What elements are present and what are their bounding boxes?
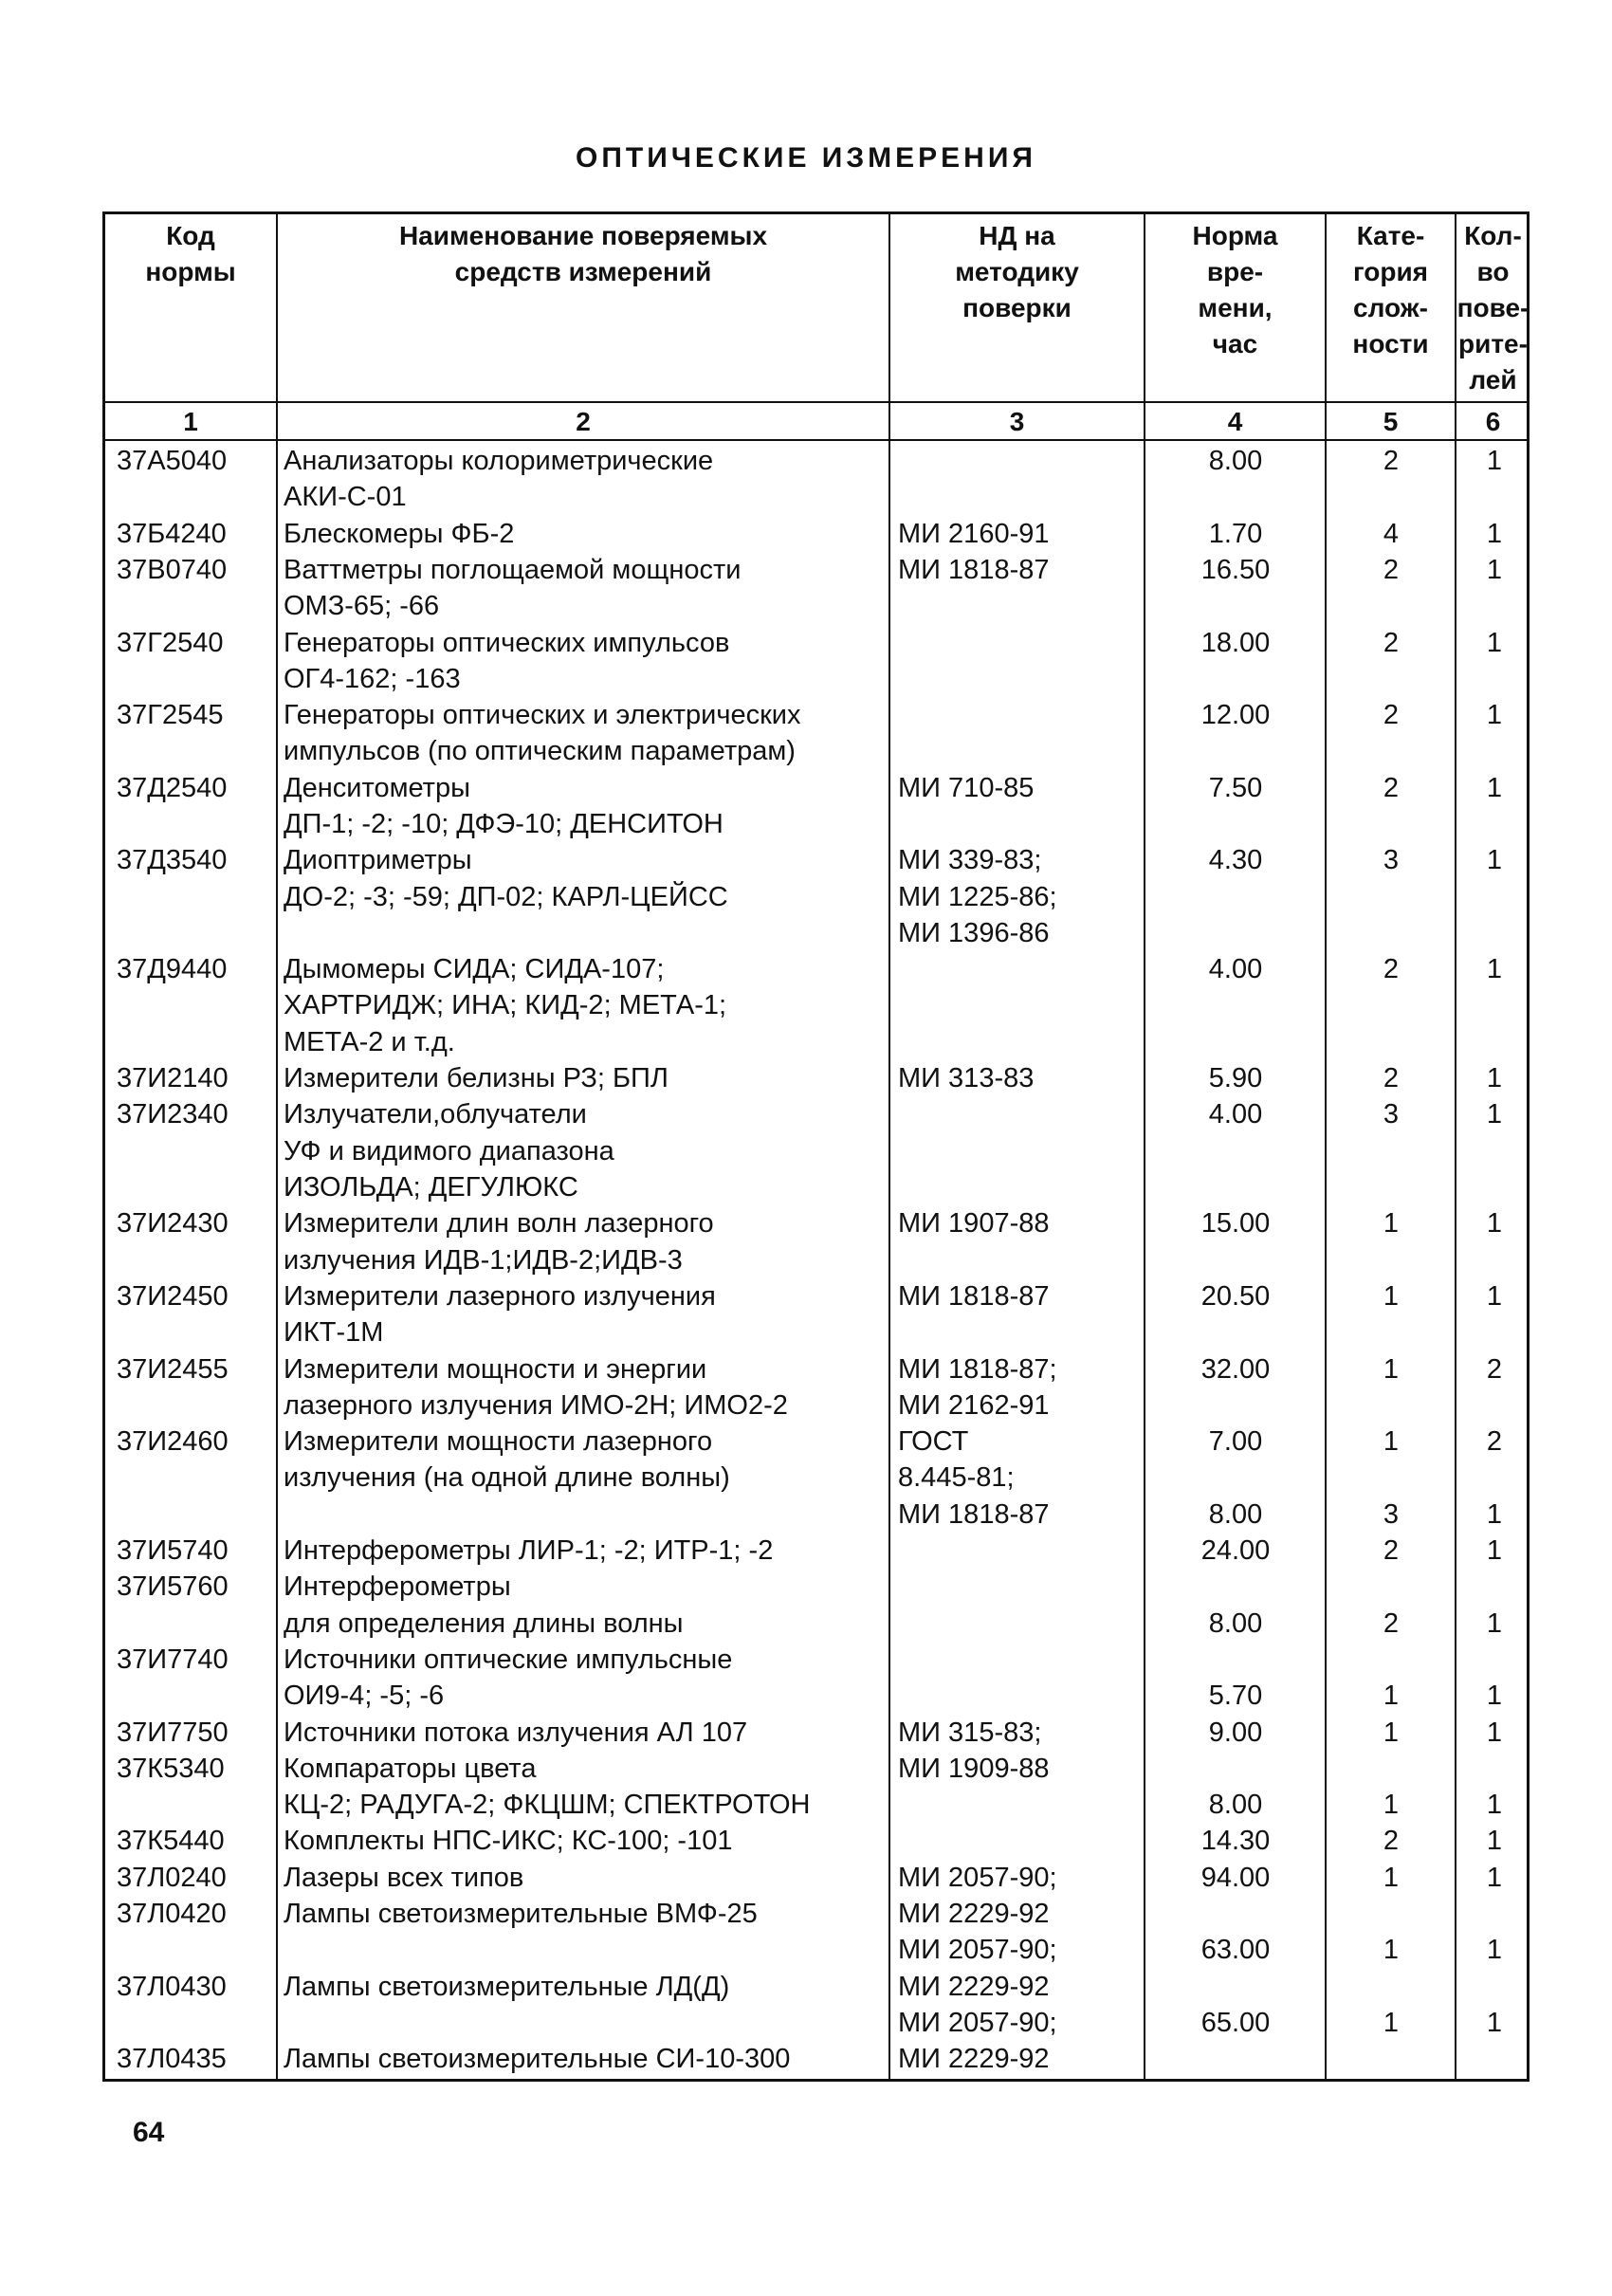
- row-complexity: 1: [1383, 1353, 1400, 1385]
- row-instrument-name: Дымомеры СИДА; СИДА-107; ХАРТРИДЖ; ИНА; КИД-2; МЕТА-1; МЕТА-2 и т.д.: [284, 954, 727, 1057]
- row-complexity: 2: [1383, 954, 1400, 985]
- row-method-doc: МИ 1907-88: [898, 1208, 1050, 1240]
- header-method-doc: НД на методику поверки: [955, 221, 1079, 322]
- row-code: 37А5040: [117, 446, 228, 476]
- row-method-doc: МИ 2229-92 МИ 2057-90;: [898, 1899, 1057, 1966]
- column-number: 3: [1009, 407, 1025, 436]
- row-instrument-name: Измерители мощности и энергии лазерного излучения ИМО-2Н; ИМО2-2: [284, 1353, 788, 1421]
- row-complexity: 3: [1383, 1099, 1400, 1130]
- row-instrument-name: Генераторы оптических и электрических импульсов (по оптическим параметрам): [284, 700, 801, 767]
- column-number: 6: [1485, 407, 1501, 436]
- row-code: 37И2430: [117, 1208, 229, 1240]
- row-verifier-count: 1: [1486, 518, 1503, 549]
- row-instrument-name: Интерферометры ЛИР-1; -2; ИТР-1; -2: [284, 1535, 774, 1566]
- row-time-norm: 4.30: [1208, 845, 1263, 876]
- column-divider: [888, 214, 890, 2079]
- row-time-norm: 5.70: [1208, 1681, 1263, 1712]
- row-verifier-count: 2 1: [1486, 1426, 1503, 1530]
- row-code: 37Л0430: [117, 1971, 227, 2002]
- row-verifier-count: 1: [1486, 1063, 1503, 1094]
- row-verifier-count: 1: [1486, 1826, 1503, 1857]
- row-verifier-count: 1: [1486, 1717, 1503, 1748]
- row-time-norm: 9.00: [1208, 1717, 1263, 1748]
- row-instrument-name: Источники оптические импульсные ОИ9-4; -5; -6: [284, 1644, 733, 1712]
- row-verifier-count: 1: [1486, 845, 1503, 876]
- row-instrument-name: Излучатели,облучатели УФ и видимого диапазона ИЗОЛЬДА; ДЕГУЛЮКС: [284, 1099, 614, 1203]
- row-verifier-count: 1: [1486, 1862, 1503, 1893]
- row-code: 37И7740: [117, 1644, 229, 1675]
- page-number: 64: [133, 2117, 165, 2148]
- row-code: 37И2450: [117, 1280, 229, 1312]
- column-divider: [1455, 214, 1456, 2079]
- row-time-norm: 24.00: [1200, 1535, 1271, 1566]
- row-time-norm: 15.00: [1200, 1208, 1271, 1240]
- row-code: 37Л0420: [117, 1899, 227, 1929]
- row-complexity: 3: [1383, 845, 1400, 876]
- row-complexity: 4: [1383, 518, 1400, 549]
- row-complexity: 2: [1383, 772, 1400, 803]
- row-complexity: 2: [1383, 700, 1400, 731]
- row-time-norm: 16.50: [1200, 554, 1271, 585]
- row-verifier-count: 1: [1486, 1681, 1503, 1712]
- row-complexity: 1: [1383, 1280, 1400, 1312]
- row-code: 37Л0435: [117, 2044, 227, 2075]
- row-method-doc: МИ 2160-91: [898, 518, 1050, 549]
- row-code: 37И2340: [117, 1099, 229, 1130]
- row-complexity: 2: [1383, 1063, 1400, 1094]
- row-verifier-count: 1: [1486, 1535, 1503, 1566]
- row-verifier-count: 1: [1486, 627, 1503, 658]
- row-complexity: 1: [1383, 1862, 1400, 1893]
- row-code: 37И5740: [117, 1535, 229, 1566]
- header-time-norm: Норма вре- мени, час: [1192, 221, 1278, 358]
- row-verifier-count: 1: [1486, 700, 1503, 731]
- header-name: Наименование поверяемых средств измерений: [398, 221, 768, 286]
- header-verifier-count: Кол- во пове- рите- лей: [1456, 221, 1530, 395]
- row-instrument-name: Лампы светоизмерительные ЛД(Д): [284, 1971, 730, 2002]
- row-method-doc: МИ 1818-87: [898, 1280, 1050, 1312]
- column-number: 4: [1227, 407, 1243, 436]
- header-code: Код нормы: [145, 221, 236, 286]
- row-instrument-name: Измерители белизны РЗ; БПЛ: [284, 1063, 669, 1094]
- row-complexity: 1: [1383, 1790, 1400, 1821]
- row-verifier-count: 1: [1486, 954, 1503, 985]
- row-time-norm: 18.00: [1200, 627, 1271, 658]
- row-method-doc: МИ 2229-92 МИ 2057-90;: [898, 1971, 1057, 2038]
- row-method-doc: МИ 315-83;: [898, 1717, 1042, 1748]
- row-method-doc: МИ 1818-87: [898, 554, 1050, 585]
- row-code: 37Г2540: [117, 627, 224, 658]
- row-time-norm: 4.00: [1208, 954, 1263, 985]
- row-code: 37Д2540: [117, 772, 228, 803]
- row-instrument-name: Лампы светоизмерительные СИ-10-300: [284, 2044, 791, 2075]
- row-verifier-count: 1: [1486, 554, 1503, 585]
- row-verifier-count: 1: [1486, 1790, 1503, 1821]
- row-verifier-count: 1: [1486, 2007, 1503, 2038]
- row-complexity: 1: [1383, 1935, 1400, 1966]
- row-time-norm: 63.00: [1200, 1935, 1271, 1966]
- row-method-doc: МИ 1909-88: [898, 1753, 1050, 1784]
- row-time-norm: 8.00: [1208, 1607, 1263, 1639]
- row-method-doc: МИ 710-85: [898, 772, 1035, 803]
- row-verifier-count: 1: [1486, 772, 1503, 803]
- row-code: 37К5440: [117, 1826, 225, 1857]
- row-code: 37Д9440: [117, 954, 228, 985]
- row-instrument-name: Ваттметры поглощаемой мощности ОМЗ-65; -66: [284, 554, 742, 622]
- row-time-norm: 8.00: [1208, 446, 1263, 476]
- column-divider: [276, 214, 278, 2079]
- row-time-norm: 12.00: [1200, 700, 1271, 731]
- row-verifier-count: 1: [1486, 1099, 1503, 1130]
- row-method-doc: МИ 313-83: [898, 1063, 1035, 1094]
- page-title: ОПТИЧЕСКИЕ ИЗМЕРЕНИЯ: [576, 142, 1036, 174]
- row-time-norm: 65.00: [1200, 2007, 1271, 2038]
- row-time-norm: 4.00: [1208, 1099, 1263, 1130]
- row-verifier-count: 1: [1486, 446, 1503, 476]
- column-divider: [1325, 214, 1327, 2079]
- row-method-doc: МИ 1818-87; МИ 2162-91: [898, 1353, 1057, 1421]
- row-complexity: 2: [1383, 627, 1400, 658]
- row-instrument-name: Измерители мощности лазерного излучения (на одной длине волны): [284, 1426, 730, 1494]
- row-complexity: 1: [1383, 2007, 1400, 2038]
- row-instrument-name: Анализаторы колориметрические АКИ-С-01: [284, 446, 714, 513]
- row-verifier-count: 1: [1486, 1208, 1503, 1240]
- row-code: 37Д3540: [117, 845, 228, 876]
- row-time-norm: 32.00: [1200, 1353, 1271, 1385]
- row-method-doc: ГОСТ 8.445-81; МИ 1818-87: [898, 1426, 1050, 1530]
- row-method-doc: МИ 2229-92: [898, 2044, 1050, 2075]
- norms-table: [102, 211, 1530, 2082]
- row-instrument-name: Измерители длин волн лазерного излучения ИДВ-1;ИДВ-2;ИДВ-3: [284, 1208, 714, 1276]
- row-code: 37И2460: [117, 1426, 229, 1458]
- row-code: 37Г2545: [117, 700, 224, 731]
- row-verifier-count: 1: [1486, 1280, 1503, 1312]
- row-code: 37И2140: [117, 1063, 229, 1094]
- column-number: 5: [1383, 407, 1399, 436]
- row-code: 37И7750: [117, 1717, 229, 1748]
- row-complexity: 2: [1383, 1535, 1400, 1566]
- row-time-norm: 7.50: [1208, 772, 1263, 803]
- row-instrument-name: Источники потока излучения АЛ 107: [284, 1717, 748, 1748]
- row-time-norm: 5.90: [1208, 1063, 1263, 1094]
- row-time-norm: 1.70: [1208, 518, 1263, 549]
- row-code: 37К5340: [117, 1753, 225, 1784]
- row-instrument-name: Денситометры ДП-1; -2; -10; ДФЭ-10; ДЕНСИТОН: [284, 772, 724, 839]
- row-instrument-name: Измерители лазерного излучения ИКТ-1М: [284, 1280, 716, 1349]
- row-time-norm: 8.00: [1208, 1790, 1263, 1821]
- row-complexity: 1: [1383, 1717, 1400, 1748]
- row-verifier-count: 1: [1486, 1607, 1503, 1639]
- row-time-norm: 20.50: [1200, 1280, 1271, 1312]
- row-code: 37И2455: [117, 1353, 229, 1385]
- row-code: 37Б4240: [117, 518, 227, 549]
- row-verifier-count: 2: [1486, 1353, 1503, 1385]
- row-instrument-name: Генераторы оптических импульсов ОГ4-162; -163: [284, 627, 730, 694]
- row-code: 37Л0240: [117, 1862, 227, 1893]
- column-divider: [1144, 214, 1145, 2079]
- row-complexity: 2: [1383, 554, 1400, 585]
- row-instrument-name: Интерферометры для определения длины волны: [284, 1571, 684, 1639]
- row-verifier-count: 1: [1486, 1935, 1503, 1966]
- row-instrument-name: Диоптриметры ДО-2; -3; -59; ДП-02; КАРЛ-ЦЕЙСС: [284, 845, 728, 912]
- row-complexity: 1: [1383, 1681, 1400, 1712]
- row-time-norm: 7.00 8.00: [1208, 1426, 1263, 1530]
- row-time-norm: 14.30: [1200, 1826, 1271, 1857]
- row-code: 37И5760: [117, 1571, 229, 1603]
- column-number: 2: [576, 407, 591, 436]
- row-code: 37В0740: [117, 554, 228, 585]
- row-complexity: 1 3: [1383, 1426, 1400, 1530]
- row-instrument-name: Компараторы цвета КЦ-2; РАДУГА-2; ФКЦШМ; СПЕКТРОТОН: [284, 1753, 811, 1821]
- row-time-norm: 94.00: [1200, 1862, 1271, 1893]
- column-number: 1: [183, 407, 198, 436]
- row-method-doc: МИ 339-83; МИ 1225-86; МИ 1396-86: [898, 845, 1057, 948]
- row-instrument-name: Комплекты НПС-ИКС; КС-100; -101: [284, 1826, 733, 1857]
- row-complexity: 2: [1383, 446, 1400, 476]
- header-complexity: Кате- гория слож- ности: [1352, 221, 1429, 358]
- row-instrument-name: Лазеры всех типов: [284, 1862, 524, 1893]
- row-complexity: 2: [1383, 1607, 1400, 1639]
- row-instrument-name: Блескомеры ФБ-2: [284, 518, 515, 549]
- row-method-doc: МИ 2057-90;: [898, 1862, 1057, 1893]
- row-instrument-name: Лампы светоизмерительные ВМФ-25: [284, 1899, 758, 1929]
- row-complexity: 1: [1383, 1208, 1400, 1240]
- row-complexity: 2: [1383, 1826, 1400, 1857]
